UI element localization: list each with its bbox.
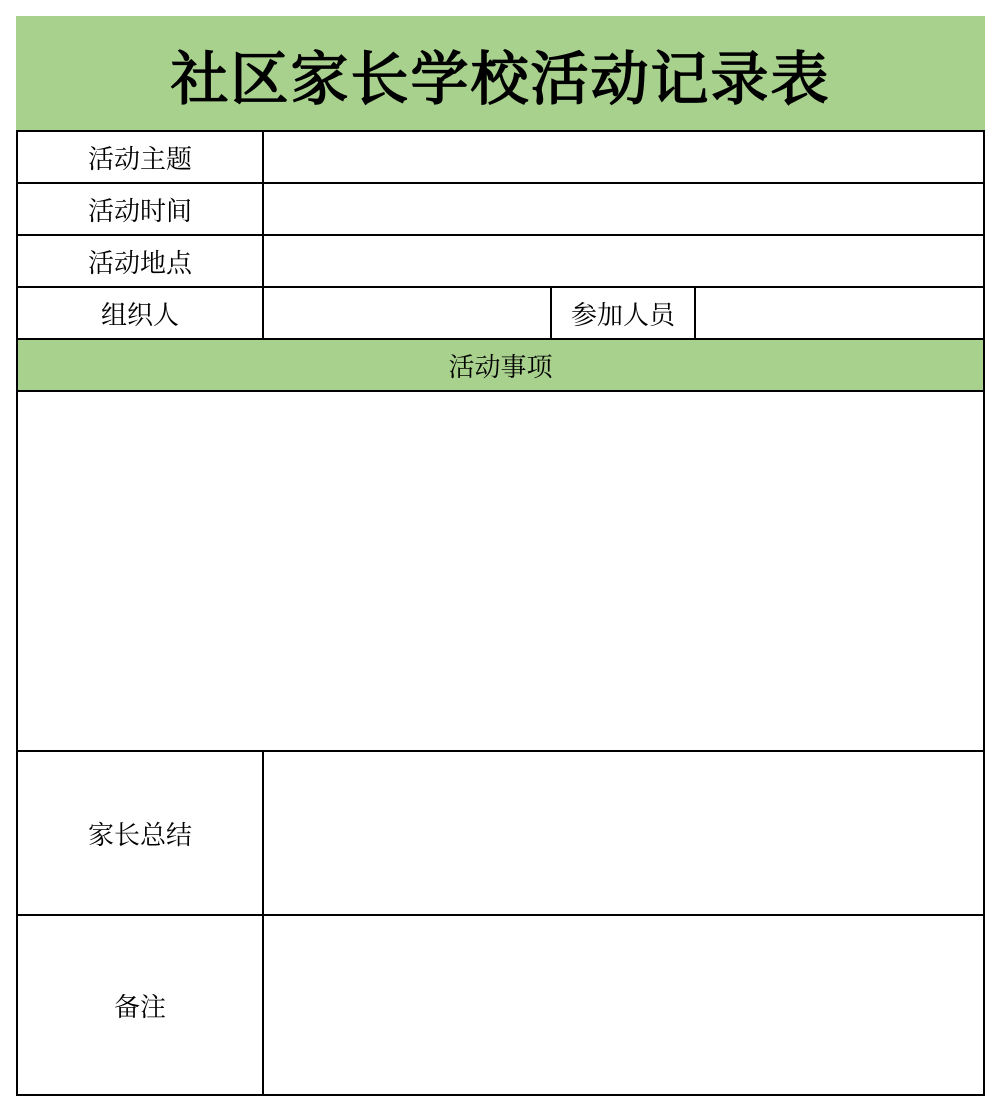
- remarks-row: [17, 915, 984, 1095]
- activity-items-row: [17, 391, 984, 751]
- activity-items-value-cell[interactable]: [17, 391, 984, 751]
- activity-items-header-row: [17, 339, 984, 391]
- parent-summary-value-cell[interactable]: [263, 751, 984, 915]
- remarks-label: 备注: [17, 915, 263, 1095]
- time-label: 活动时间: [17, 183, 263, 235]
- organizer-value-cell[interactable]: [263, 287, 551, 339]
- location-value-cell[interactable]: [263, 235, 984, 287]
- remarks-value-cell[interactable]: [263, 915, 984, 1095]
- participants-label: 参加人员: [551, 287, 695, 339]
- participants-value-cell[interactable]: [695, 287, 984, 339]
- form-title: 社区家长学校活动记录表: [17, 17, 984, 131]
- topic-label: 活动主题: [17, 131, 263, 183]
- activity-record-form: [16, 16, 985, 1096]
- time-row: [17, 183, 984, 235]
- topic-row: [17, 131, 984, 183]
- title-row: [17, 17, 984, 131]
- organizer-label: 组织人: [17, 287, 263, 339]
- parent-summary-label: 家长总结: [17, 751, 263, 915]
- topic-value-cell[interactable]: [263, 131, 984, 183]
- location-label: 活动地点: [17, 235, 263, 287]
- organizer-row: [17, 287, 984, 339]
- location-row: [17, 235, 984, 287]
- time-value-cell[interactable]: [263, 183, 984, 235]
- parent-summary-row: [17, 751, 984, 915]
- activity-items-header: 活动事项: [17, 339, 984, 391]
